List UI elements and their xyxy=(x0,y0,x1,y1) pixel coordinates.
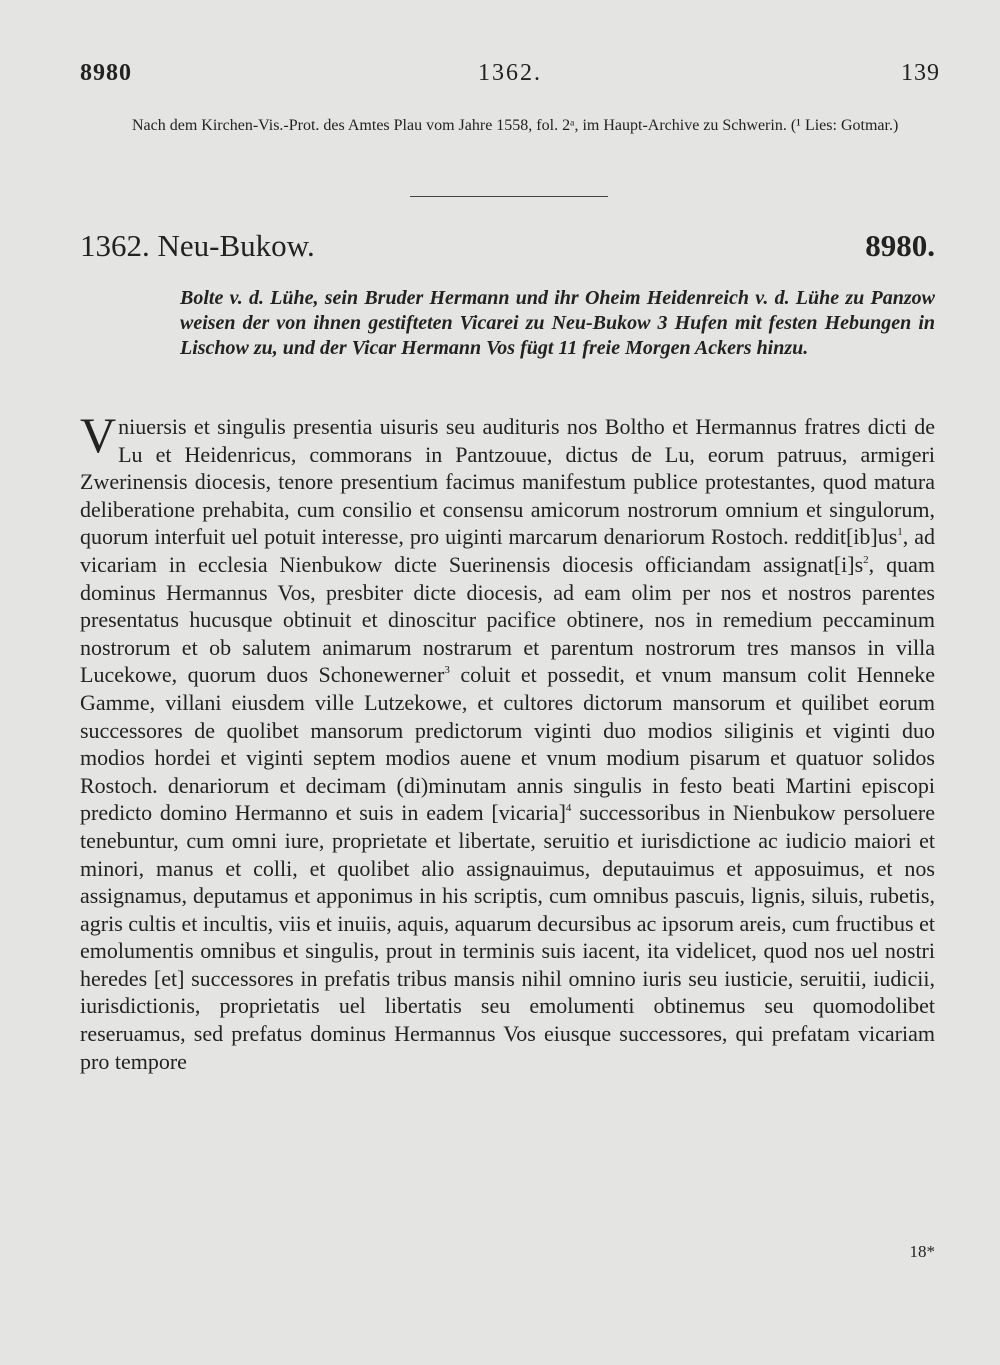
document-text xyxy=(80,407,936,1075)
text-segment: , ad vicariam in ecclesia Nienbukow dicte Suerinensis diocesis officiandam assignat[i]s xyxy=(80,524,936,577)
document-number-header: 8980 xyxy=(80,60,132,86)
text-segment: successoribus in Nienbukow persoluere tenebuntur, cum omni iure, proprietate et libertate, seruitio et iurisdictione ac iudicio maiori et minori, manus et colli, et quolibet alio assignauimus, deputauimus et apposuimus, et nos assignamus, deputamus et apponimus in his scriptis, cum omnibus pascuis, lignis, siluis, rubetis, agris cultis et incultis, viis et inuiis, aquis, aquarum decursibus ac ipsorum areis, cum fructibus et emolumentis omnibus et singulis, prout in terminis suis iacent, ita videlicet, quod nos uel nostri heredes [et] successores in prefatis tribus mansis nihil omnino iuris seu iusticie, seruitii, iudicii, iurisdictionis, proprietatis uel libertatis seu emolumenti obtinemus seu quomodolibet reseruamus, sed prefatus dominus Hermannus Vos eiusque successores, qui prefatam vicariam pro tempore xyxy=(80,800,935,1074)
separator-rule xyxy=(410,196,608,197)
footnote-marker: 1 xyxy=(897,526,903,539)
text-segment: , quam dominus Hermannus Vos, presbiter dicte diocesis, ad eam olim per nos et nostros parentes presentatus hucusque obtinuit et dinoscitur pacifice obtinere, nos in remedium peccaminum nostrorum et ob salutem animarum nostrarum et parentum nostrorum tres mansos in villa Lucekowe, quorum duos Schonewerner xyxy=(80,551,935,688)
document-summary: Bolte v. d. Lühe, sein Bruder Hermann und ihr Oheim Heidenreich v. d. Lühe zu Panzow weisen der von ihnen gestifteten Vicarei zu Neu-Bukow 3 Hufen mit festen Hebungen in Lischow zu, und der Vicar Hermann Vos fügt 11 freie Morgen Ackers hinzu. xyxy=(180,287,935,359)
text-segment: niuersis et singulis presentia uisuris seu audituris nos Boltho et Hermannus fratres dicti de Lu et Heidenricus, commorans in Pantzouue, dictus de Lu, eorum patruus, armigeri Zwerinensis diocesis, tenore presentium facimus manifestum publice protestantes, quod matura deliberatione prehabita, cum consilio et consensu amicorum nostrorum omnium et singulorum, quorum interfuit uel potuit interesse, pro uiginti marcarum denariorum Rostoch. reddit[ib]us xyxy=(80,414,935,550)
document-date-place: 1362. Neu-Bukow. xyxy=(80,228,315,263)
page-number: 139 xyxy=(901,60,940,86)
document-heading xyxy=(80,228,935,272)
text-segment: coluit et possedit, et vnum mansum colit Henneke Gamme, villani eiusdem ville Lutzekowe, et cultores dictorum mansorum et quilibet eorum successores de quolibet mansorum predictorum viginti duo modios siliginis et viginti duo modios hordei et viginti septem modios auene et vnum modium pisarum et quatuor solidos Rostoch. denariorum et decimam (di)minutam annis singulis in festo beati Martini episcopi predicto domino Hermanno et suis in eadem [vicaria] xyxy=(80,662,935,826)
footnote-marker: 4 xyxy=(565,802,572,815)
year-header: 1362. xyxy=(478,60,542,86)
previous-document-source-note: Nach dem Kirchen-Vis.-Prot. des Amtes Plau vom Jahre 1558, fol. 2ᵃ, im Haupt-Archive zu Schwerin. (¹ Lies: Gotmar.) xyxy=(132,117,899,134)
signature-mark: 18* xyxy=(909,1242,935,1261)
footnote-marker: 3 xyxy=(444,664,450,677)
initial-letter: V xyxy=(80,407,117,463)
document-number: 8980. xyxy=(865,228,935,263)
footnote-marker: 2 xyxy=(863,553,869,566)
running-head xyxy=(80,60,940,96)
